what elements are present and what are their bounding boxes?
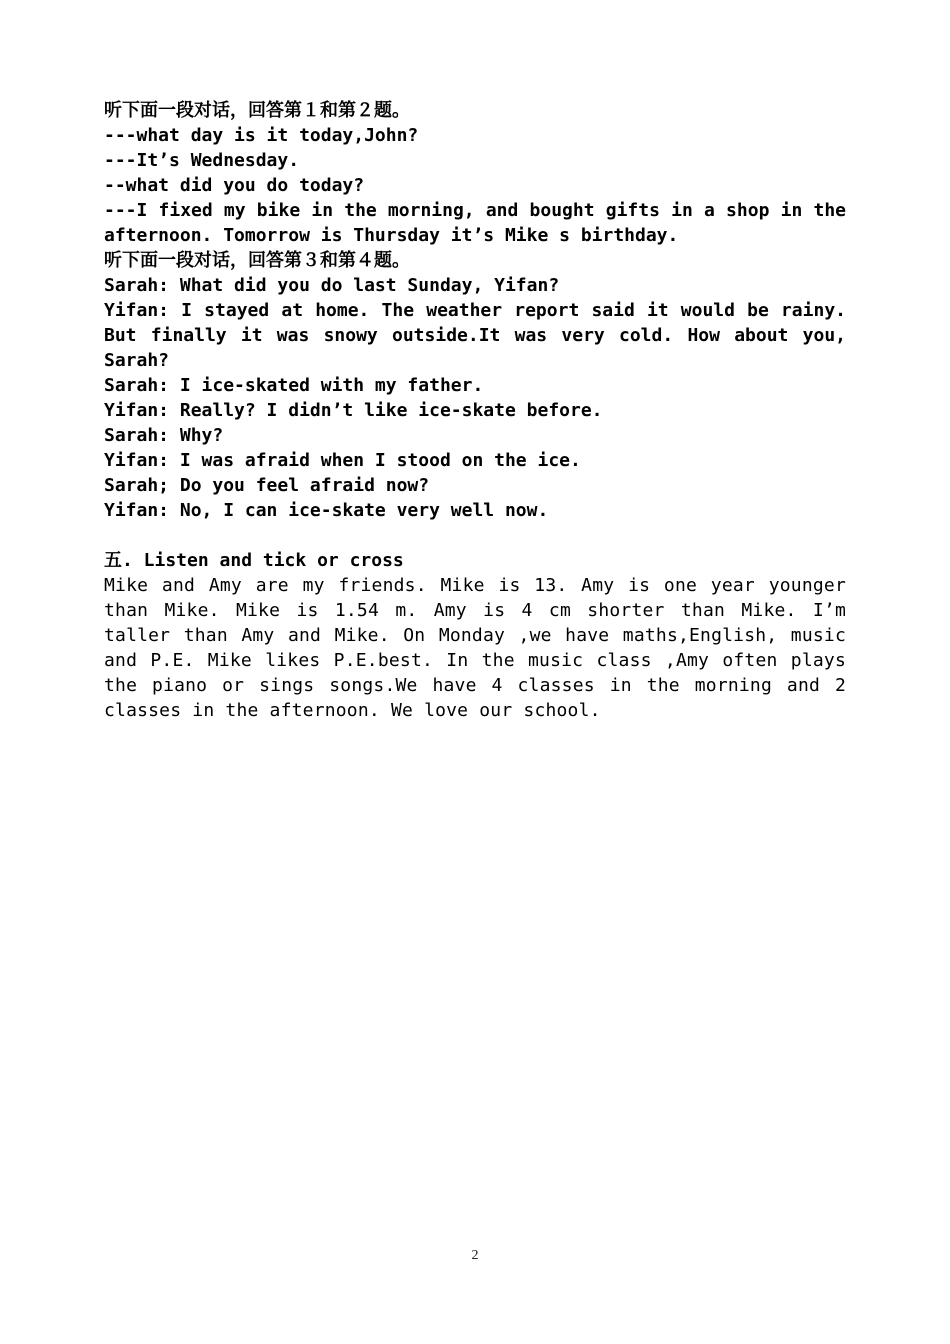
dialogue-line: Sarah; Do you feel afraid now?: [104, 475, 430, 496]
page-number: 2: [471, 1248, 479, 1263]
part1-instruction: 听下面一段对话，回答第１和第２题。: [104, 100, 410, 121]
dialogue-line: ---what day is it today,John?: [104, 125, 419, 146]
dialogue-line: Yifan: I was afraid when I stood on the ice.: [104, 450, 581, 471]
dialogue-line: Yifan: I stayed at home. The weather report said it would be rainy. But finally it was snowy outside.It was very cold. How about you, Sarah?: [104, 300, 846, 371]
section-spacer: [104, 523, 846, 548]
part2-instruction: 听下面一段对话，回答第３和第４题。: [104, 250, 410, 271]
dialogue-line: Sarah: What did you do last Sunday, Yifan?: [104, 275, 560, 296]
dialogue-line: Sarah: Why?: [104, 425, 224, 446]
dialogue-line: Sarah: I ice-skated with my father.: [104, 375, 484, 396]
dialogue-line: Yifan: No, I can ice-skate very well now.: [104, 500, 549, 521]
dialogue-line: --what did you do today?: [104, 175, 365, 196]
document-page: [104, 98, 846, 723]
section-5-title: 五. Listen and tick or cross: [104, 550, 404, 571]
dialogue-line: ---It’s Wednesday.: [104, 150, 300, 171]
dialogue-line: ---I fixed my bike in the morning, and bought gifts in a shop in the afternoon. Tomorrow is Thursday it’s Mike s birthday.: [104, 200, 846, 246]
listening-passage: Mike and Amy are my friends. Mike is 13. Amy is one year younger than Mike. Mike is 1.54 m. Amy is 4 cm shorter than Mike. I’m taller than Amy and Mike. On Monday ,we have maths,English, music and P.E. Mike likes P.E.best. In the music class ,Amy often plays the piano or sings songs.We have 4 classes in the morning and 2 classes in the afternoon. We love our school.: [104, 575, 846, 721]
dialogue-line: Yifan: Really? I didn’t like ice-skate before.: [104, 400, 603, 421]
